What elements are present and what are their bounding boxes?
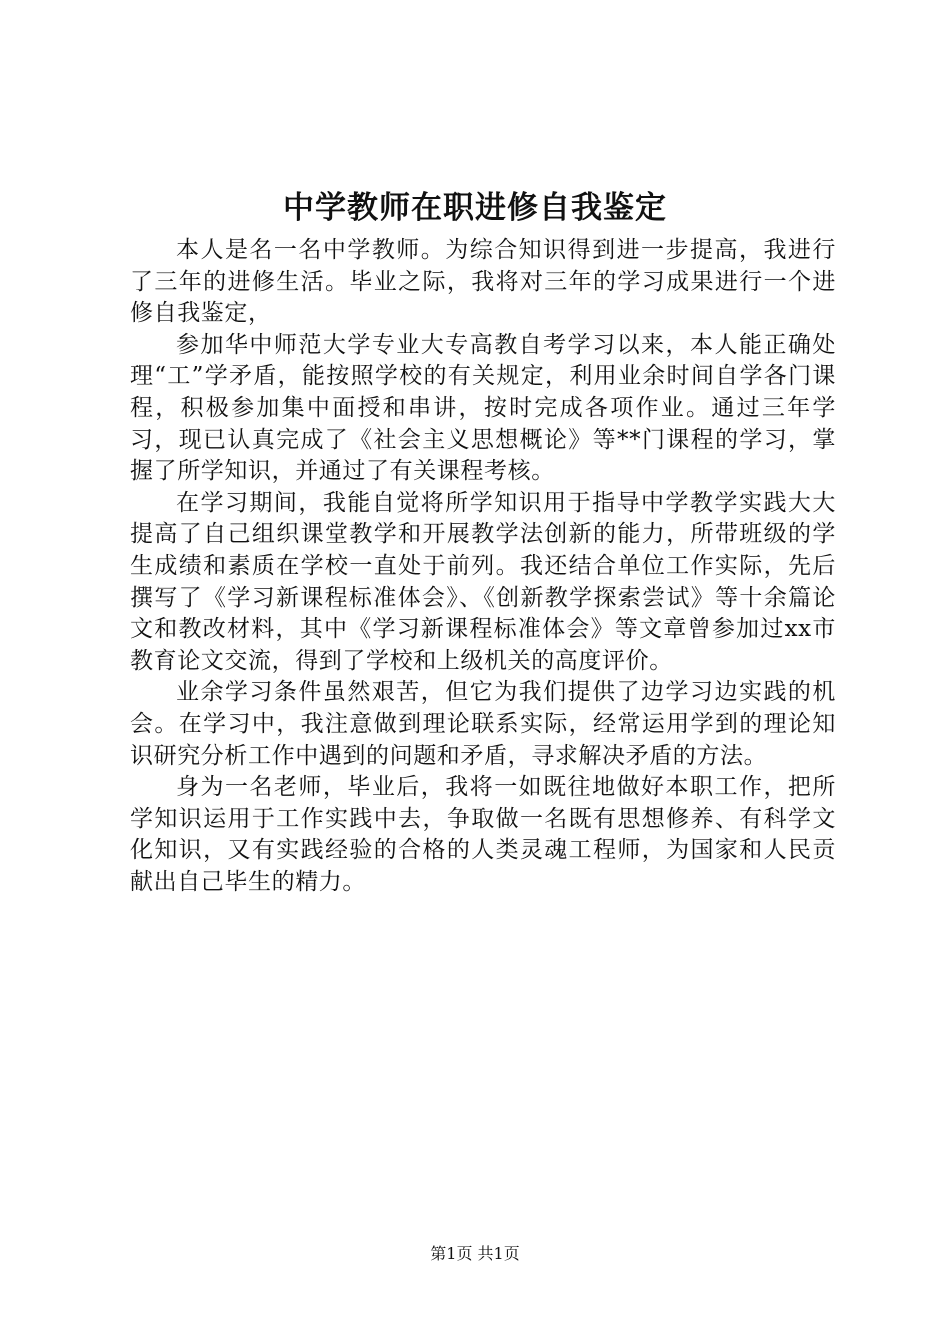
paragraph-2: 参加华中师范大学专业大专高教自考学习以来，本人能正确处理“工”学矛盾，能按照学校的有关规定，利用业余时间自学各门课程，积极参加集中面授和串讲，按时完成各项作业。通过三年学习，现已认真完成了《社会主义思想概论》等**门课程的学习，掌握了所学知识，并通过了有关课程考核。 bbox=[130, 331, 836, 485]
page-footer: 第1页 共1页 bbox=[430, 1244, 520, 1263]
paragraph-3: 在学习期间，我能自觉将所学知识用于指导中学教学实践大大提高了自己组织课堂教学和开展教学法创新的能力，所带班级的学生成绩和素质在学校一直处于前列。我还结合单位工作实际，先后撰写了《学习新课程标准体会》、《创新教学探索尝试》等十余篇论文和教改材料，其中《学习新课程标准体会》等文章曾参加过xx市教育论文交流，得到了学校和上级机关的高度评价。 bbox=[130, 489, 836, 674]
paragraph-5: 身为一名老师，毕业后，我将一如既往地做好本职工作，把所学知识运用于工作实践中去，争取做一名既有思想修养、有科学文化知识，又有实践经验的合格的人类灵魂工程师，为国家和人民贡献出自己毕生的精力。 bbox=[130, 774, 836, 895]
paragraph-1: 本人是名一名中学教师。为综合知识得到进一步提高，我进行了三年的进修生活。毕业之际，我将对三年的学习成果进行一个进修自我鉴定， bbox=[130, 237, 836, 327]
document-body bbox=[130, 235, 836, 898]
document-title: 中学教师在职进修自我鉴定 bbox=[283, 190, 667, 226]
paragraph-4: 业余学习条件虽然艰苦，但它为我们提供了边学习边实践的机会。在学习中，我注意做到理论联系实际，经常运用学到的理论知识研究分析工作中遇到的问题和矛盾，寻求解决矛盾的方法。 bbox=[130, 679, 836, 769]
